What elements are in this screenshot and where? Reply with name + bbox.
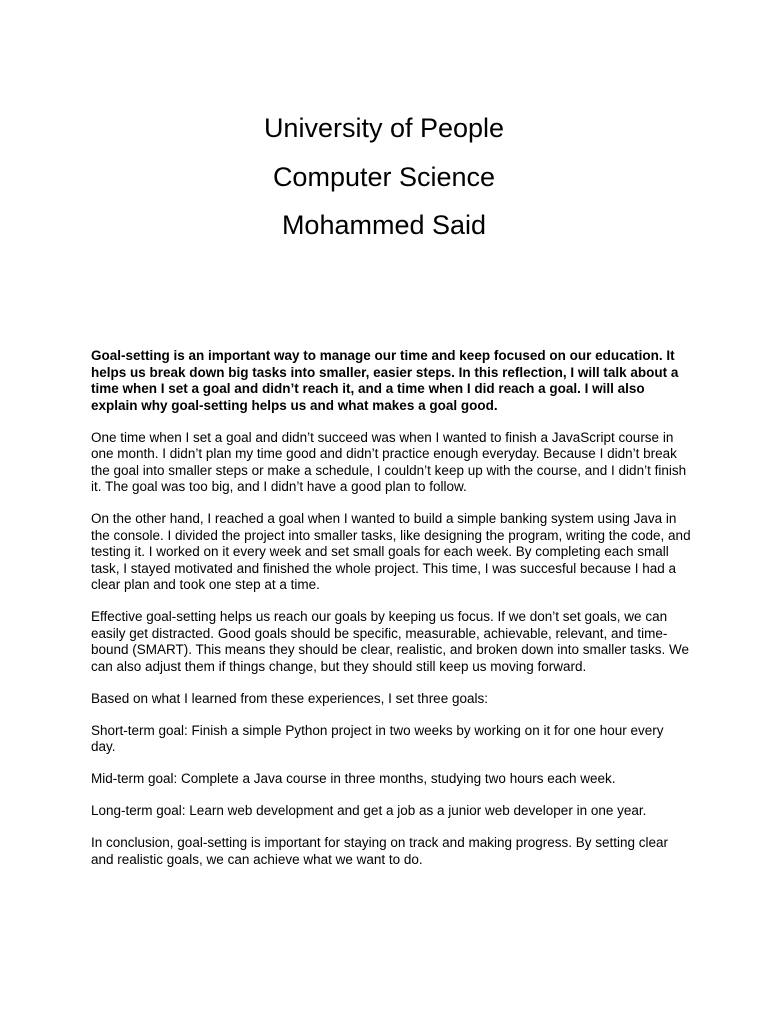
paragraph-failed-goal: One time when I set a goal and didn’t succeed was when I wanted to finish a JavaScript course in one month. I didn’t plan my time good and didn’t practice enough everyday. Because I didn’t break the goal into smaller steps or make a schedule, I couldn’t keep up with the course, and I didn’t finish it. The goal was too big, and I didn’t have a good plan to follow. — [91, 429, 687, 494]
department-name: Computer Science — [272, 161, 496, 192]
paragraph-three-goals-intro: Based on what I learned from these experiences, I set three goals: — [91, 690, 488, 706]
paragraph-effective-goal-setting: Effective goal-setting helps us reach our goals by keeping us focus. If we don’t set goals, we can easily get distracted. Good goals should be specific, measurable, achievable, relevant, and time-bound (SMART). This means they should be clear, realistic, and broken down into smaller tasks. We can also adjust them if things change, but they should still keep us moving forward. — [91, 609, 690, 674]
essay-body — [91, 348, 691, 884]
university-name: University of People — [263, 113, 505, 143]
paragraph-long-term-goal: Long-term goal: Learn web development and get a job as a junior web developer in one year. — [91, 803, 647, 818]
paragraph-short-term-goal: Short-term goal: Finish a simple Python project in two weeks by working on it for one hour every day. — [91, 722, 664, 754]
paragraph-reached-goal: On the other hand, I reached a goal when I wanted to build a simple banking system using Java in the console. I divided the project into smaller tasks, like designing the program, writing the code, and testing it. I worked on it every week and set small goals for each week. By completing each small task, I stayed motivated and finished the whole project. This time, I was succesful because I had a clear plan and took one step at a time. — [91, 511, 691, 592]
paragraph-mid-term-goal: Mid-term goal: Complete a Java course in three months, studying two hours each week. — [91, 771, 616, 786]
paragraph-conclusion: In conclusion, goal-setting is important for staying on track and making progress. By setting clear and realistic goals, we can achieve what we want to do. — [91, 835, 669, 867]
title-block — [0, 104, 768, 250]
intro-paragraph: Goal-setting is an important way to manage our time and keep focused on our education. It helps us break down big tasks into smaller, easier steps. In this reflection, I will talk about a time when I set a goal and didn’t reach it, and a time when I did reach a goal. I will also explain why goal-setting helps us and what makes a goal good. — [91, 348, 679, 413]
author-name: Mohammed Said — [281, 210, 487, 240]
